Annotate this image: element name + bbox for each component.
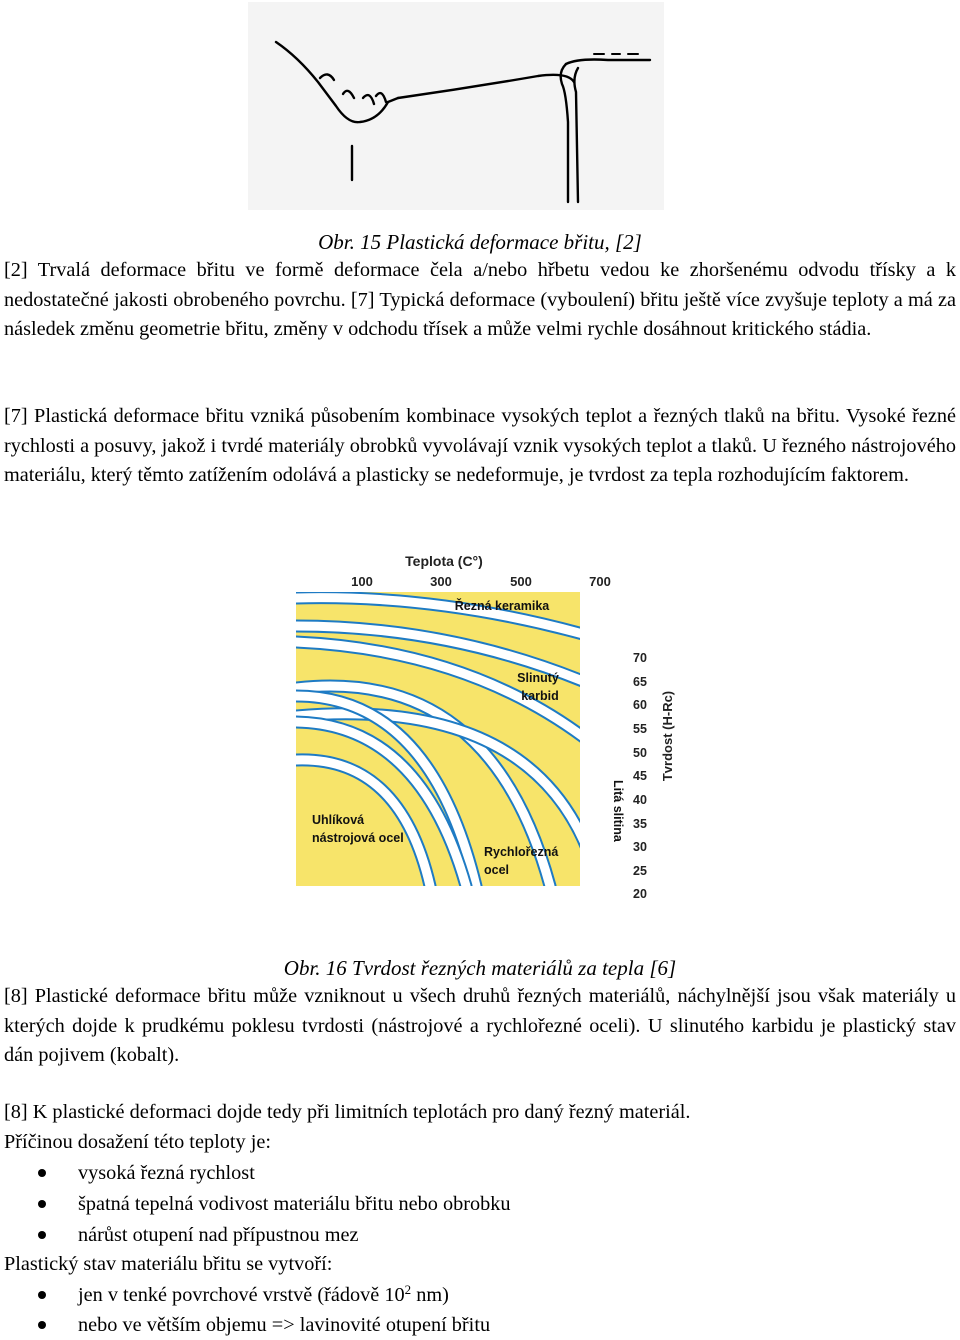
right-tick-30: 30 — [633, 840, 647, 854]
bullet-icon — [38, 1321, 46, 1329]
right-tick-35: 35 — [633, 817, 647, 831]
paragraph-1: [2] Trvalá deformace břitu ve formě deformace čela a/nebo hřbetu vedou ke zhoršenému odvodu třísky a k nedostatečné jakosti obrobeného povrchu. [7] Typická deformace (vyboulení) břitu ještě více zvyšuje teploty a má za následek změnu geometrie břitu, změny v odchodu třísek a může velmi rychle dosáhnout kritického stádia. — [4, 259, 956, 341]
right-tick-20: 20 — [633, 887, 647, 901]
list-item-text-suffix: nm) — [411, 1284, 449, 1306]
list-item-text: nárůst otupení nad přípustnou mez — [78, 1224, 359, 1246]
label-carbon-steel-line1: Uhlíková — [312, 813, 365, 827]
bullet-icon — [38, 1200, 46, 1208]
label-hss-line1: Rychlořezná — [484, 845, 559, 859]
label-cast-alloy: Litá slitina — [611, 780, 625, 842]
edge-deformation-sketch — [248, 2, 664, 210]
list-item-text — [78, 1280, 449, 1310]
top-tick-700: 700 — [589, 574, 611, 589]
label-carbide-line1: Slinutý — [517, 671, 559, 685]
state-intro: Plastický stav materiálu břitu se vytvoří: — [4, 1253, 333, 1275]
right-tick-60: 60 — [633, 698, 647, 712]
paragraph-3: [8] Plastické deformace břitu může vzniknout u všech druhů řezných materiálů, náchylnější jsou však materiály u kterých dojde k prudkému poklesu tvrdosti (nástrojové a rychlořezné oceli). U slinutého karbidu je plastický stav dán pojivem (kobalt). — [4, 985, 956, 1067]
hot-hardness-chart — [290, 546, 675, 916]
right-tick-65: 65 — [633, 675, 647, 689]
bullet-icon — [38, 1231, 46, 1239]
right-tick-40: 40 — [633, 793, 647, 807]
label-carbon-steel-line2: nástrojová ocel — [312, 831, 404, 845]
cause-intro: Příčinou dosažení této teploty je: — [4, 1131, 271, 1153]
figure-16-caption: Obr. 16 Tvrdost řezných materiálů za tepla [6] — [283, 956, 677, 980]
paragraph-4: [8] K plastické deformaci dojde tedy při limitních teplotách pro daný řezný materiál. — [4, 1101, 691, 1123]
top-tick-500: 500 — [510, 574, 532, 589]
list-item-text-prefix: jen v tenké povrchové vrstvě (řádově 10 — [78, 1284, 405, 1306]
right-tick-25: 25 — [633, 864, 647, 878]
right-tick-55: 55 — [633, 722, 647, 736]
exponent: 2 — [404, 1282, 412, 1297]
right-tick-45: 45 — [633, 769, 647, 783]
top-tick-300: 300 — [430, 574, 452, 589]
label-cutting-ceramics: Řezná keramika — [454, 599, 550, 613]
label-hss-line2: ocel — [484, 863, 510, 877]
list-item-text: nebo ve větším objemu => lavinovité otupení břitu — [78, 1314, 491, 1336]
bullet-icon — [38, 1169, 46, 1177]
paragraph-2: [7] Plastická deformace břitu vzniká působením kombinace vysokých teplot a řezných tlaků na břitu. Vysoké řezné rychlosti a posuvy, jakož i tvrdé materiály obrobků vyvolávají vznik vysokých teplot a tlaků. U řezného nástrojového materiálu, který těmto zatížením odolává a plasticky se nedeformuje, je tvrdost za tepla rozhodujícím faktorem. — [4, 405, 956, 487]
label-carbide-line2: karbid — [521, 689, 559, 703]
right-tick-50: 50 — [633, 746, 647, 760]
list-item-text: špatná tepelná vodivost materiálu břitu nebo obrobku — [78, 1193, 511, 1215]
figure-15-caption: Obr. 15 Plastická deformace břitu, [2] — [318, 230, 642, 254]
top-tick-100: 100 — [351, 574, 373, 589]
top-axis-title: Teplota (C°) — [405, 553, 483, 569]
right-tick-70: 70 — [633, 651, 647, 665]
right-axis-title: Tvrdost (H-Rc) — [660, 690, 675, 782]
bullet-icon — [38, 1291, 46, 1299]
list-item-text: vysoká řezná rychlost — [78, 1162, 255, 1184]
